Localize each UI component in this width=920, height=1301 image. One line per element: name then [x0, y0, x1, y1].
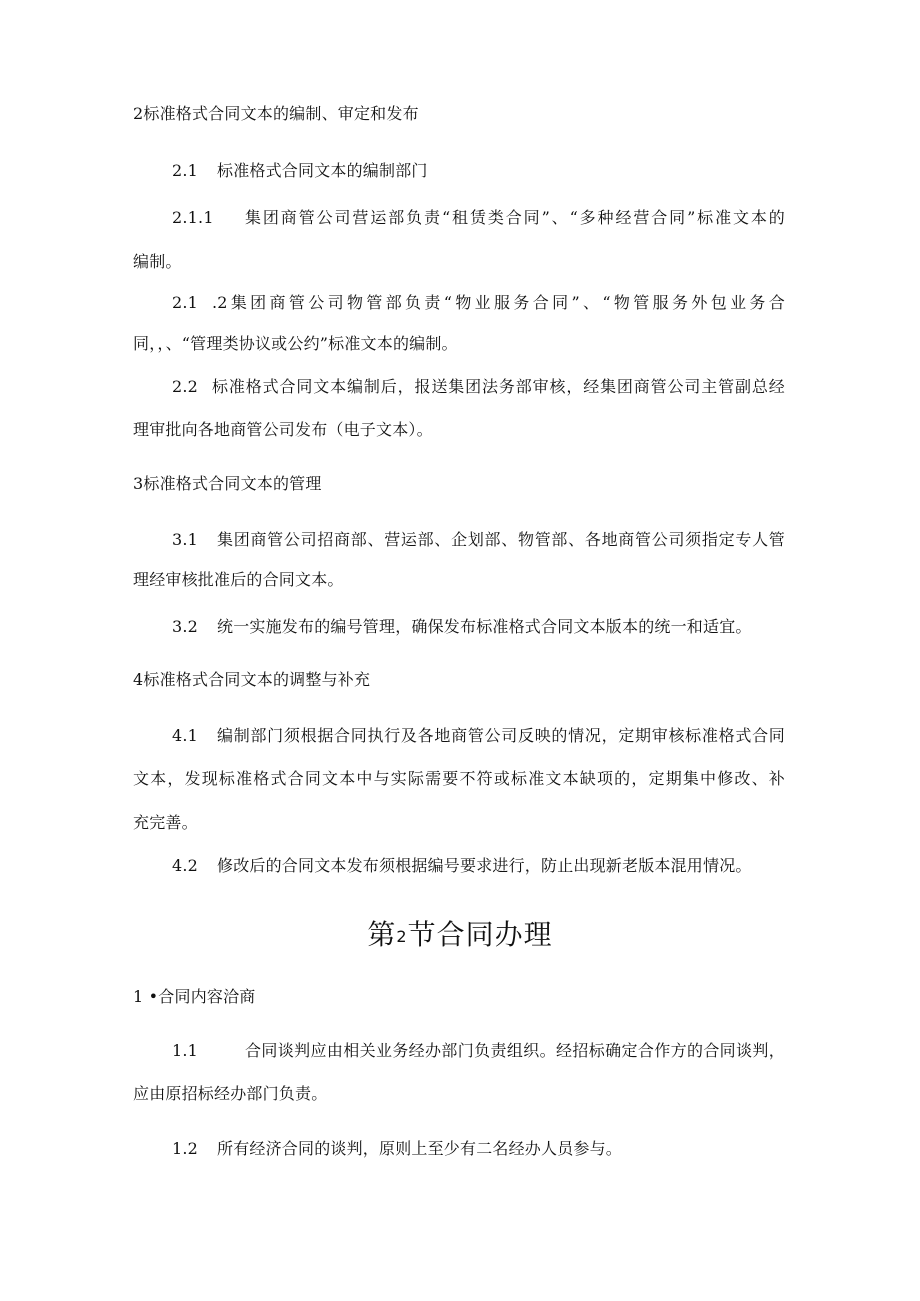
paragraph-line: 充完善。 — [133, 813, 198, 832]
paragraph-3-1-cont — [133, 570, 344, 590]
paragraph-line: 编制部门须根据合同执行及各地商管公司反映的情况，定期审核标准格式合同 — [217, 726, 785, 745]
section-title — [0, 918, 920, 954]
paragraph-line: 集团商管公司招商部、营运部、企划部、物管部、各地商管公司须指定专人管 — [217, 530, 785, 549]
section-heading-4 — [133, 670, 370, 690]
paragraph-number: 2.1.1 — [172, 208, 214, 227]
section-title-suffix: 节合同办理 — [407, 918, 553, 951]
paragraph-line: 文本，发现标准格式合同文本中与实际需要不符或标准文本缺项的，定期集中修改、补 — [133, 769, 785, 788]
paragraph-2-1-2-cont — [133, 334, 458, 354]
section-heading-2 — [133, 104, 419, 124]
section-heading-1 — [133, 987, 256, 1007]
section-heading-3 — [133, 474, 322, 494]
paragraph-line: 同，，、“管理类协议或公约”标准文本的编制。 — [133, 334, 458, 353]
section-heading-1-text: 1 •合同内容洽商 — [133, 987, 256, 1006]
paragraph-number: 1.2 — [172, 1139, 199, 1158]
paragraph-text: 所有经济合同的谈判，原则上至少有二名经办人员参与。 — [217, 1139, 623, 1158]
paragraph-number: 4.2 — [172, 856, 199, 875]
paragraph-number: 2.1 — [172, 293, 199, 312]
paragraph-1-1-cont — [133, 1084, 327, 1104]
paragraph-2-1-1-cont — [133, 252, 182, 272]
paragraph-text: 标准格式合同文本的编制部门 — [217, 161, 428, 180]
paragraph-text: 统一实施发布的编号管理，确保发布标准格式合同文本版本的统一和适宜。 — [217, 617, 752, 636]
section-heading-2-text: 2标准格式合同文本的编制、审定和发布 — [133, 104, 419, 123]
paragraph-number: 3.1 — [172, 530, 199, 549]
section-heading-3-text: 3标准格式合同文本的管理 — [133, 474, 322, 493]
paragraph-text: 修改后的合同文本发布须根据编号要求进行，防止出现新老版本混用情况。 — [217, 856, 752, 875]
paragraph-line: 理经审核批准后的合同文本。 — [133, 570, 344, 589]
paragraph-2-2-cont — [133, 420, 433, 440]
paragraph-line: .2集团商管公司物管部负责“物业服务合同”、“物管服务外包业务合 — [212, 293, 785, 312]
paragraph-number: 2.2 — [172, 377, 199, 396]
section-heading-4-text: 4标准格式合同文本的调整与补充 — [133, 670, 371, 689]
section-title-number: 2 — [396, 927, 408, 946]
paragraph-line: 集团商管公司营运部负责“租赁类合同”、“多种经营合同”标准文本的 — [245, 208, 785, 227]
paragraph-line: 合同谈判应由相关业务经办部门负责组织。经招标确定合作方的合同谈判， — [245, 1041, 785, 1060]
paragraph-number: 1.1 — [172, 1041, 199, 1060]
paragraph-line: 理审批向各地商管公司发布（电子文本）。 — [133, 420, 433, 439]
section-title-prefix: 第 — [367, 918, 397, 951]
paragraph-line: 标准格式合同文本编制后，报送集团法务部审核，经集团商管公司主管副总经 — [212, 377, 785, 396]
paragraph-number: 3.2 — [172, 617, 199, 636]
paragraph-number: 4.1 — [172, 726, 199, 745]
paragraph-line: 应由原招标经办部门负责。 — [133, 1084, 328, 1103]
paragraph-line: 编制。 — [133, 252, 182, 271]
paragraph-number: 2.1 — [172, 161, 199, 180]
paragraph-4-1-cont2 — [133, 813, 198, 833]
